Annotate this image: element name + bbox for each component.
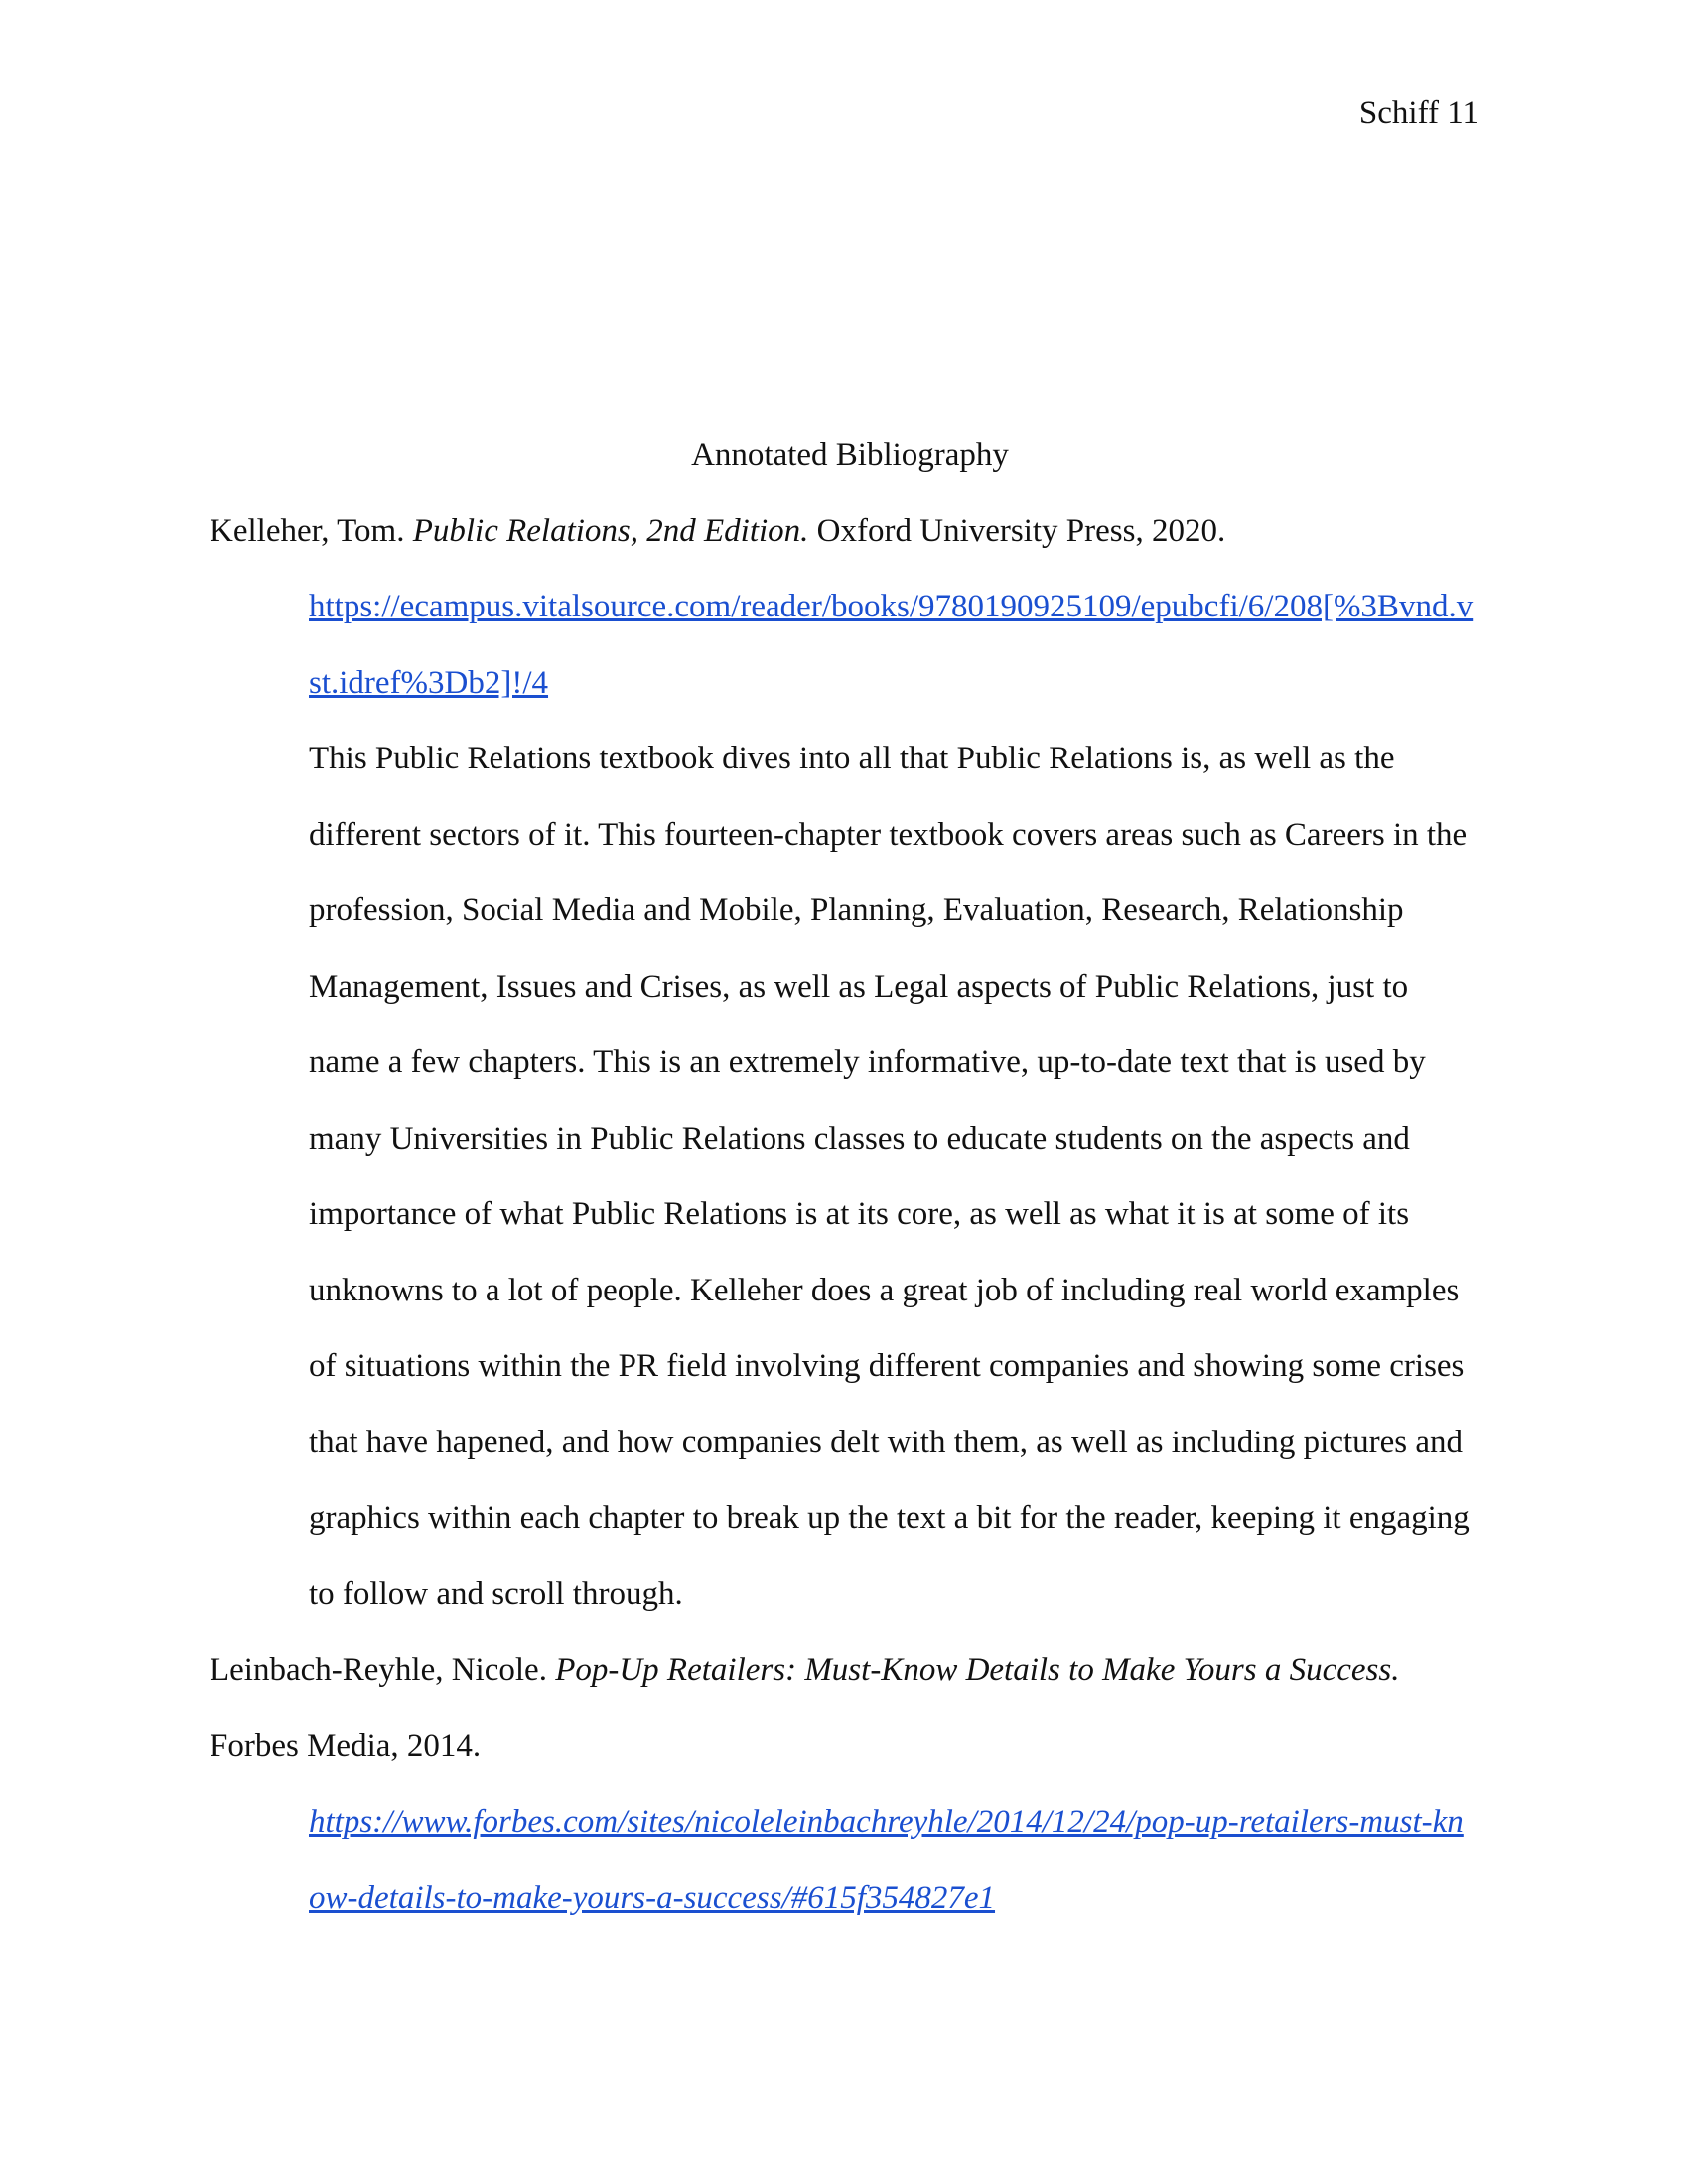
citation-work-title: Pop-Up Retailers: Must-Know Details to Make Yours a Success. (555, 1652, 1400, 1688)
annotation-line: to follow and scroll through. (309, 1575, 683, 1612)
annotation-line: importance of what Public Relations is at its core, as well as what it is at some of its (309, 1196, 1410, 1232)
bibliography-entry-leinbach-reyhle (210, 1632, 1490, 1936)
url-link-line-2[interactable]: st.idref%3Db2]!/4 (309, 664, 549, 701)
annotation-line: unknowns to a lot of people. Kelleher does a great job of including real world examples (309, 1272, 1460, 1308)
citation-publisher: Oxford University Press, 2020. (808, 512, 1226, 549)
citation-work-title: Public Relations, 2nd Edition. (412, 512, 809, 549)
bibliography-entry-kelleher (210, 493, 1490, 1633)
annotation-line: profession, Social Media and Mobile, Planning, Evaluation, Research, Relationship (309, 892, 1404, 928)
citation-leinbach-reyhle (210, 1632, 1490, 1784)
citation-url-leinbach-reyhle (210, 1784, 1490, 1936)
annotation-line: many Universities in Public Relations classes to educate students on the aspects and (309, 1120, 1410, 1157)
url-link-line-1[interactable]: https://www.forbes.com/sites/nicoleleinbachreyhle/2014/12/24/pop-up-retailers-must-kn (309, 1804, 1464, 1840)
annotation-line: This Public Relations textbook dives into all that Public Relations is, as well as the (309, 741, 1395, 776)
annotation-line: different sectors of it. This fourteen-chapter textbook covers areas such as Careers in the (309, 816, 1468, 853)
page-title: Annotated Bibliography (691, 437, 1009, 473)
annotation-line: name a few chapters. This is an extremely informative, up-to-date text that is used by (309, 1044, 1426, 1080)
annotation-line: that have hapened, and how companies delt with them, as well as including pictures and (309, 1424, 1464, 1460)
annotation-line: graphics within each chapter to break up the text a bit for the reader, keeping it engaging (309, 1500, 1470, 1536)
url-link-line-2[interactable]: ow-details-to-make-yours-a-success/#615f354827e1 (309, 1879, 996, 1916)
document-body (210, 417, 1490, 1936)
annotation-line: of situations within the PR field involving different companies and showing some crises (309, 1348, 1465, 1384)
url-link-line-1[interactable]: https://ecampus.vitalsource.com/reader/books/9780190925109/epubcfi/6/208[%3Bvnd.v (309, 589, 1474, 624)
annotation-kelleher (210, 721, 1490, 1632)
annotation-line: Management, Issues and Crises, as well as Legal aspects of Public Relations, just to (309, 968, 1409, 1005)
running-head: Schiff 11 (1358, 95, 1478, 131)
citation-url-kelleher (210, 569, 1490, 721)
citation-author: Leinbach-Reyhle, Nicole. (210, 1652, 556, 1688)
citation-publisher: Forbes Media, 2014. (210, 1727, 482, 1764)
citation-kelleher (210, 493, 1490, 570)
citation-author: Kelleher, Tom. (210, 512, 413, 549)
